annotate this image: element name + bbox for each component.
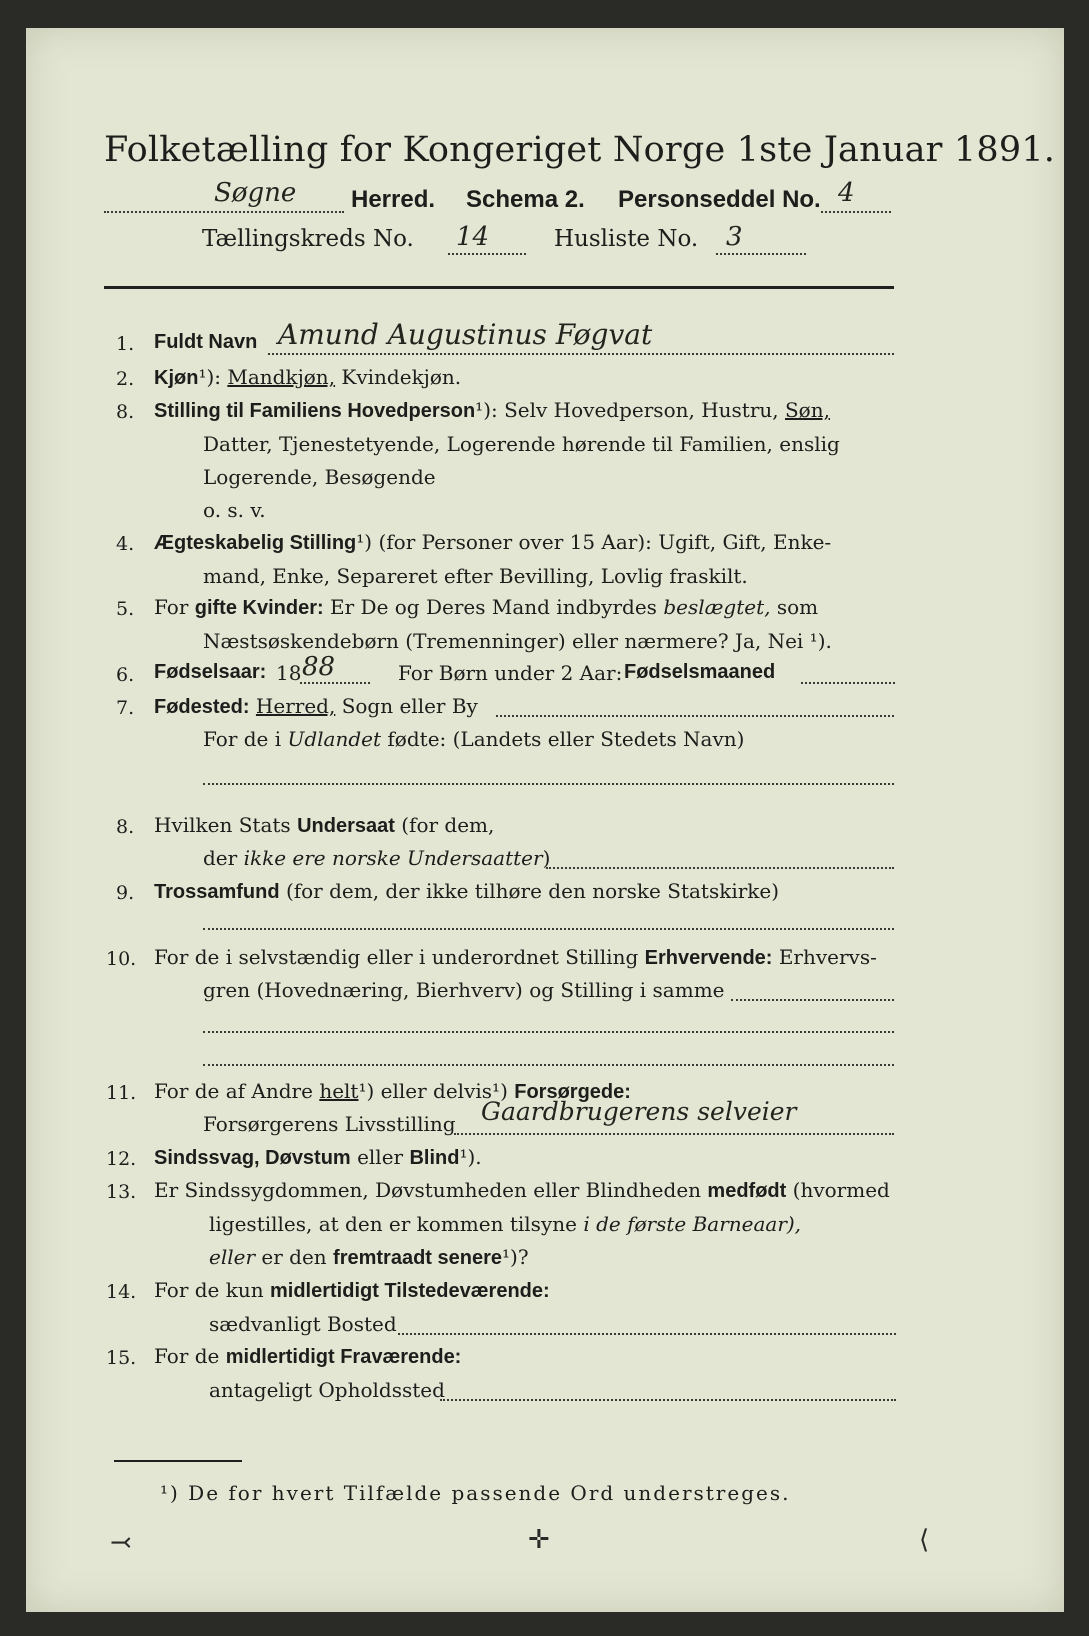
item-13-line2a: ligestilles, at den er kommen tilsyne [209, 1212, 577, 1236]
item-6-month-line [801, 682, 895, 684]
item-9-label: Trossamfund [154, 881, 280, 903]
herred-label: Herred. [351, 186, 436, 213]
item-13-line2 [209, 1212, 801, 1236]
item-11-text: For de af Andre [154, 1079, 313, 1103]
item-8-text2: (for dem, [401, 813, 495, 837]
item-4-text: (for Personer over 15 Aar): Ugift, Gift, Enke- [378, 530, 832, 554]
kreds-value: 14 [456, 222, 490, 252]
item-11-sup2: ¹) [492, 1079, 508, 1103]
item-7-text: Sogn eller By [341, 694, 478, 718]
item-3-text: Selv Hovedperson, Hustru, [504, 398, 779, 422]
item-8-line [546, 867, 894, 869]
item-2-option-mandkjon: Mandkjøn, [227, 365, 336, 389]
item-8-line2 [203, 846, 550, 870]
item-13-line3 [209, 1245, 529, 1270]
item-15-row [154, 1344, 461, 1369]
item-8-row [154, 813, 494, 838]
item-10-text: For de i selvstændig eller i underordnet Stilling [154, 945, 639, 969]
item-7-blank-line [203, 783, 894, 785]
census-form-sheet [26, 28, 1064, 1612]
item-15-line [440, 1399, 896, 1401]
item-11-label: Forsørgede: [514, 1081, 631, 1103]
item-5-label: gifte Kvinder: [194, 597, 324, 619]
item-7-option-herred: Herred, [255, 694, 336, 718]
item-7-line2b: fødte: (Landets eller Stedets Navn) [387, 727, 745, 751]
item-7-number: 7. [116, 697, 135, 719]
item-7-label: Fødested: [154, 696, 250, 718]
item-11-line2: Forsørgerens Livsstilling [203, 1112, 456, 1136]
item-13-row [154, 1178, 890, 1203]
item-9-row [154, 879, 779, 904]
item-15-label: midlertidigt Fraværende: [225, 1346, 462, 1368]
item-6-text: For Børn under 2 Aar: [398, 661, 623, 685]
item-7-line2a: For de i [203, 727, 282, 751]
registration-mark-right: ⟨ [919, 1525, 930, 1555]
husliste-dotted-line [716, 253, 806, 255]
item-15-number: 15. [106, 1347, 137, 1369]
item-5-text: Er De og Deres Mand indbyrdes [330, 595, 657, 619]
item-1-value: Amund Augustinus Føgvat [278, 318, 653, 351]
item-2-sup: ¹): [198, 365, 221, 389]
item-11-number: 11. [106, 1082, 137, 1104]
item-3-label: Stilling til Familiens Hovedperson [154, 400, 476, 422]
item-14-label: midlertidigt Tilstedeværende: [269, 1280, 550, 1302]
registration-mark-left: ⤙ [110, 1528, 132, 1558]
item-13-text: Er Sindssygdommen, Døvstumheden eller Blindheden [154, 1178, 702, 1202]
item-11-line [454, 1133, 894, 1135]
item-11-value: Gaardbrugerens selveier [481, 1097, 797, 1126]
item-9-line [203, 928, 894, 930]
item-14-row [154, 1278, 550, 1303]
item-8-line2a: der [203, 846, 238, 870]
item-8-line2b: ) [542, 846, 551, 870]
item-3-line3: Logerende, Besøgende [203, 465, 436, 489]
item-12-row [154, 1145, 482, 1170]
husliste-label: Husliste No. [554, 226, 699, 252]
item-4-number: 4. [116, 533, 135, 555]
item-13-line3-italic: eller [209, 1245, 256, 1269]
item-9-number: 9. [116, 882, 135, 904]
item-6-year-line [300, 682, 370, 684]
item-4-sup: ¹) [356, 530, 373, 554]
item-4-label: Ægteskabelig Stilling [154, 532, 357, 554]
item-8-text: Hvilken Stats [154, 813, 291, 837]
item-5-row [154, 595, 818, 620]
header-rule [104, 286, 894, 289]
item-3-line4: o. s. v. [203, 498, 266, 522]
item-6-number: 6. [116, 664, 135, 686]
item-7-line2 [203, 727, 744, 751]
item-13-label: medfødt [707, 1180, 787, 1202]
item-15-line2: antageligt Opholdssted [209, 1378, 445, 1402]
herred-value: Søgne [214, 178, 297, 208]
item-5-prefix: For [154, 595, 189, 619]
item-6-label2: Fødselsmaaned [624, 661, 776, 683]
item-8-line2-italic: ikke ere norske Undersaatter [243, 846, 543, 870]
item-14-text: For de kun [154, 1278, 264, 1302]
item-5-italic: beslægtet, [663, 595, 771, 619]
item-2-option-kvindekjon: Kvindekjøn. [341, 365, 462, 389]
item-3-option-son: Søn, [784, 398, 830, 422]
item-1-label: Fuldt Navn [154, 331, 258, 353]
item-4-row [154, 530, 831, 555]
item-13-number: 13. [106, 1181, 137, 1203]
item-1-number: 1. [116, 333, 135, 355]
item-11-option-helt: helt [319, 1079, 359, 1103]
item-14-line [398, 1333, 896, 1335]
item-9-text: (for dem, der ikke tilhøre den norske Statskirke) [285, 879, 780, 903]
item-11-sup1: ¹) [358, 1079, 375, 1103]
item-1-line [268, 353, 894, 355]
item-10-number: 10. [106, 948, 137, 970]
item-6-label: Fødselsaar: [154, 661, 267, 683]
item-8-number: 8. [116, 816, 135, 838]
item-5-number: 5. [116, 598, 135, 620]
item-15-text: For de [154, 1344, 220, 1368]
item-13-line3-label: fremtraadt senere [333, 1247, 502, 1269]
item-7-row [154, 694, 478, 719]
personseddel-dotted-line [821, 211, 891, 213]
item-10-line-a [731, 999, 894, 1001]
item-5-line2: Næstsøskendebørn (Tremenninger) eller nærmere? Ja, Nei ¹). [203, 629, 832, 653]
kreds-dotted-line [448, 253, 526, 255]
personseddel-value: 4 [838, 178, 855, 208]
item-12-label: Sindssvag, Døvstum [154, 1147, 351, 1169]
item-2-row [154, 365, 461, 390]
item-12-sup: ¹). [459, 1145, 482, 1169]
item-4-line2: mand, Enke, Separeret efter Bevilling, Lovlig fraskilt. [203, 564, 748, 588]
husliste-value: 3 [726, 222, 743, 252]
item-12-number: 12. [106, 1148, 137, 1170]
item-10-text2: Erhvervs- [778, 945, 877, 969]
item-14-number: 14. [106, 1281, 137, 1303]
item-7-line [496, 715, 894, 717]
item-10-line-c [203, 1064, 894, 1066]
item-5-text2: som [776, 595, 819, 619]
item-10-row [154, 945, 877, 970]
item-2-number: 2. [116, 368, 135, 390]
item-3-row [154, 398, 830, 423]
item-13-text2: (hvormed [792, 1178, 890, 1202]
form-title: Folketælling for Kongeriget Norge 1ste Januar 1891. [104, 130, 1056, 170]
item-8-label: Undersaat [297, 815, 395, 837]
item-3-number: 8. [116, 401, 135, 423]
item-6-value: 88 [302, 652, 336, 682]
item-12-text: eller [357, 1145, 404, 1169]
item-10-line-b [203, 1031, 894, 1033]
item-3-line2: Datter, Tjenestetyende, Logerende hørende til Familien, enslig [203, 432, 840, 456]
item-14-line2: sædvanligt Bosted [209, 1312, 397, 1336]
item-10-label: Erhvervende: [644, 947, 773, 969]
footnote: ¹) De for hvert Tilfælde passende Ord understreges. [160, 1481, 791, 1505]
item-13-line2-italic: i de første Barneaar), [583, 1212, 802, 1236]
kreds-label: Tællingskreds No. [202, 226, 414, 252]
item-11-text2: eller delvis [380, 1079, 493, 1103]
schema-label: Schema 2. [466, 186, 585, 213]
registration-mark-center: ✛ [528, 1525, 550, 1555]
item-6-prefix: 18 [276, 661, 302, 685]
item-7-line2-italic: Udlandet [287, 727, 382, 751]
item-3-sup: ¹): [475, 398, 498, 422]
item-13-line3b: ¹)? [502, 1245, 529, 1269]
personseddel-label: Personseddel No. [618, 186, 821, 213]
herred-dotted-line [104, 211, 344, 213]
item-10-line2: gren (Hovednæring, Bierhverv) og Stilling i samme [203, 978, 725, 1002]
item-12-label2: Blind [409, 1147, 460, 1169]
footnote-rule [114, 1460, 242, 1462]
item-13-line3a: er den [261, 1245, 327, 1269]
item-2-label: Kjøn [154, 367, 199, 389]
